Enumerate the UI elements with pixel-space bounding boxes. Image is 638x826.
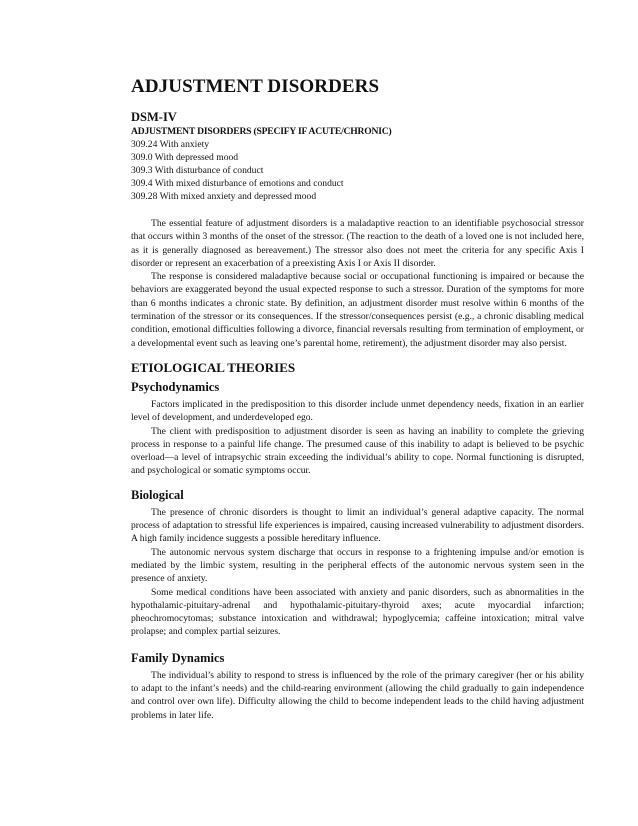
biological-paragraph: The autonomic nervous system discharge that occurs in response to a frightening impulse and/or emotion is mediated by the limbic system, resulting in the peripheral effects of the autonomic nervous system seen in the presence of anxiety. <box>131 546 584 585</box>
diagnostic-code-item: 309.4 With mixed disturbance of emotions and conduct <box>131 178 344 189</box>
psychodynamics-heading: Psychodynamics <box>131 379 220 394</box>
etiological-theories-heading: ETIOLOGICAL THEORIES <box>131 359 296 375</box>
diagnostic-code-list <box>131 138 584 203</box>
page-title: ADJUSTMENT DISORDERS <box>131 76 380 97</box>
diagnostic-code-item: 309.3 With disturbance of conduct <box>131 165 264 176</box>
family-dynamics-heading: Family Dynamics <box>131 650 225 665</box>
intro-paragraph: The response is considered maladaptive because social or occupational functioning is impaired or because the behaviors are exaggerated beyond the usual expected response to such a stressor. Duration of the symptoms for more than 6 months indicates a chronic state. By definition, an adjustment disorder must resolve within 6 months of the termination of the stressor or its consequences. If the stressor/consequences persist (e.g., a chronic disabling medical condition, emotional difficulties following a divorce, financial reversals resulting from termination of employment, or a developmental event such as leaving one’s parental home, retirement), the adjustment disorder may also persist. <box>131 271 584 349</box>
diagnostic-code-item: 309.28 With mixed anxiety and depressed mood <box>131 191 317 202</box>
family-dynamics-section <box>131 651 584 722</box>
dsm-heading: DSM-IV <box>131 110 177 124</box>
family-dynamics-paragraph: The individual’s ability to respond to stress is influenced by the role of the primary caregiver (her or his ability to adapt to the infant’s needs) and the child-rearing environment (allowing the child gradually to gain independence and control over own life). Difficulty allowing the child to become independent leads to the child having adjustment problems in later life. <box>131 669 584 721</box>
diagnostic-code-item: 309.0 With depressed mood <box>131 152 239 163</box>
intro-paragraph: The essential feature of adjustment disorders is a maladaptive reaction to an identifiable psychosocial stressor that occurs within 3 months of the onset of the stressor. (The reaction to the death of a loved one is not included here, as it is generally diagnosed as bereavement.) The stressor also does not meet the criteria for any specific Axis I disorder or represent an exacerbation of a preexisting Axis I or Axis II disorder. <box>131 218 584 269</box>
diagnostic-code-item: 309.24 With anxiety <box>131 139 210 150</box>
dsm-section <box>131 110 584 203</box>
psychodynamics-paragraph: Factors implicated in the predisposition to this disorder include unmet dependency needs, fixation in an earlier level of development, and underdeveloped ego. <box>131 398 584 424</box>
biological-paragraph: The presence of chronic disorders is thought to limit an individual’s general adaptive capacity. The normal process of adaptation to stressful life experiences is impaired, causing increased vulnerability to adjustment disorders. A high family incidence suggests a possible hereditary influence. <box>131 506 584 545</box>
biological-section <box>131 488 584 639</box>
psychodynamics-paragraph: The client with predisposition to adjustment disorder is seen as having an inability to complete the grieving process in response to a painful life change. The presumed cause of this inability to adapt is believed to be psychic overload—a level of intrapsychic strain exceeding the individual’s ability to cope. Normal functioning is disrupted, and psychological or somatic symptoms occur. <box>131 425 584 477</box>
psychodynamics-section <box>131 380 584 478</box>
dsm-subheading: ADJUSTMENT DISORDERS (SPECIFY IF ACUTE/CHRONIC) <box>131 126 392 137</box>
biological-paragraph: Some medical conditions have been associated with anxiety and panic disorders, such as abnormalities in the hypothalamic-pituitary-adrenal and hypothalamic-pituitary-thyroid axes; acute myocardial infarction; pheochromocytomas; substance intoxication and withdrawal; hypoglycemia; caffeine intoxication; mitral valve prolapse; and complex partial seizures. <box>131 586 584 638</box>
biological-heading: Biological <box>131 487 184 502</box>
intro-section <box>131 217 584 350</box>
